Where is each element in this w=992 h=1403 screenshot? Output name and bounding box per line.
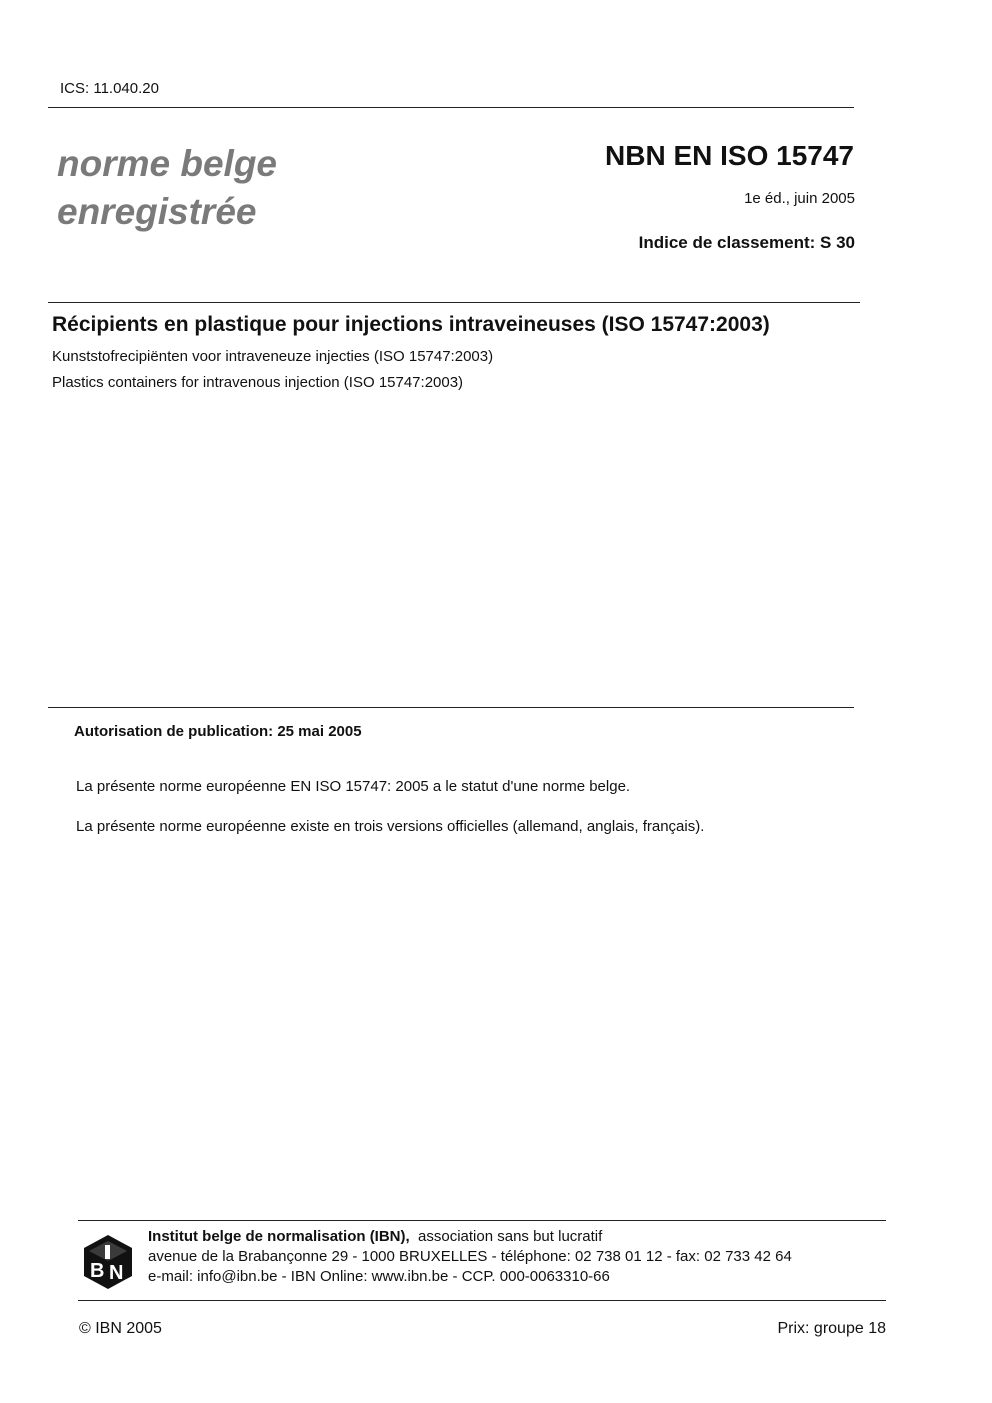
title-french: Récipients en plastique pour injections intraveineuses (ISO 15747:2003) bbox=[52, 313, 770, 336]
versions-paragraph: La présente norme européenne existe en trois versions officielles (allemand, anglais, français). bbox=[76, 818, 705, 835]
registration-line-2: enregistrée bbox=[57, 191, 257, 232]
body-rule bbox=[48, 707, 854, 708]
institute-address: avenue de la Brabançonne 29 - 1000 BRUXELLES - téléphone: 02 738 01 12 - fax: 02 733 42 64 bbox=[148, 1248, 792, 1265]
status-paragraph: La présente norme européenne EN ISO 15747: 2005 a le statut d'une norme belge. bbox=[76, 778, 631, 795]
svg-text:B: B bbox=[90, 1260, 105, 1282]
footer-bottom-rule bbox=[78, 1300, 886, 1301]
footer-top-rule bbox=[78, 1220, 886, 1221]
ics-code: ICS: 11.040.20 bbox=[60, 80, 159, 97]
institute-contact: e-mail: info@ibn.be - IBN Online: www.ibn.be - CCP. 000-0063310-66 bbox=[148, 1268, 610, 1285]
registration-label bbox=[57, 140, 277, 236]
title-english: Plastics containers for intravenous injection (ISO 15747:2003) bbox=[52, 374, 464, 391]
copyright: © IBN 2005 bbox=[79, 1320, 162, 1337]
ibn-logo-icon bbox=[82, 1233, 134, 1291]
standard-number: NBN EN ISO 15747 bbox=[605, 140, 854, 171]
svg-text:N: N bbox=[109, 1262, 124, 1284]
publication-authorisation: Autorisation de publication: 25 mai 2005 bbox=[74, 723, 362, 740]
institute-line bbox=[148, 1228, 602, 1245]
title-dutch: Kunststofrecipiënten voor intraveneuze injecties (ISO 15747:2003) bbox=[52, 348, 494, 365]
registration-line-1: norme belge bbox=[57, 143, 277, 184]
price-group: Prix: groupe 18 bbox=[777, 1320, 886, 1337]
institute-name: Institut belge de normalisation (IBN), bbox=[148, 1228, 410, 1245]
institute-tagline: association sans but lucratif bbox=[418, 1228, 603, 1245]
classification-index: Indice de classement: S 30 bbox=[638, 233, 855, 252]
header-rule bbox=[48, 107, 854, 108]
title-rule bbox=[48, 302, 860, 303]
edition-date: 1e éd., juin 2005 bbox=[744, 190, 855, 207]
